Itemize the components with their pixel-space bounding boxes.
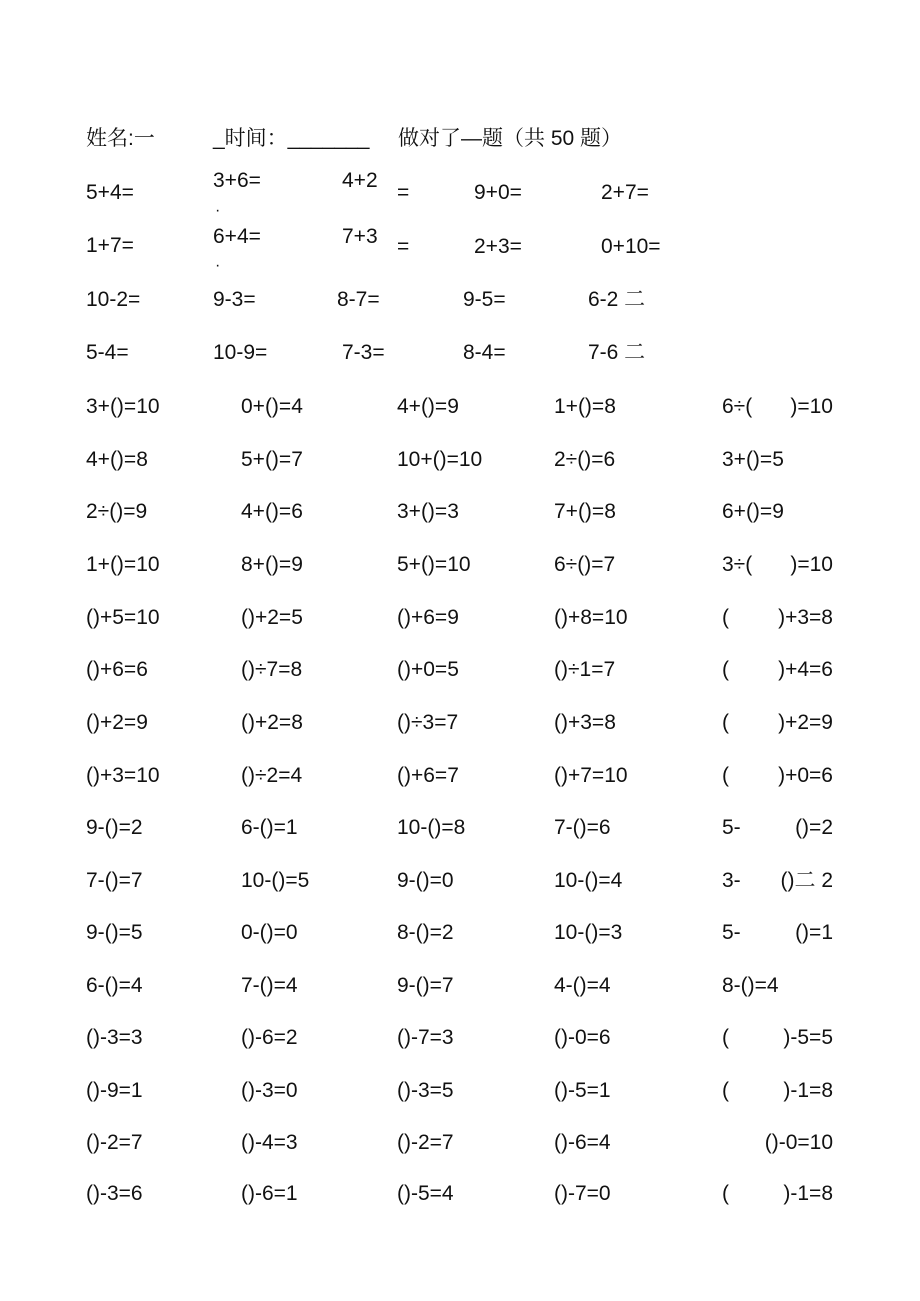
problem: 7-()=7 — [86, 869, 143, 892]
problem: 10-9= — [213, 341, 268, 364]
problem: ()-9=1 — [86, 1079, 143, 1102]
problem: ()+3=8 — [554, 711, 616, 734]
problem: 2+7= — [601, 181, 649, 204]
problem: 8-7= — [337, 288, 380, 311]
problem: 4+2 — [342, 169, 378, 192]
problem: ()+2=8 — [241, 711, 303, 734]
problem-part-left: ( — [722, 764, 729, 787]
problem: 6-2 二 — [588, 288, 646, 311]
problem: ()+0=5 — [397, 658, 459, 681]
problem-part-left: ( — [722, 1079, 729, 1102]
problem: ()-6=1 — [241, 1182, 298, 1205]
problem: ()-2=7 — [397, 1131, 454, 1154]
problem: ()-5=1 — [554, 1079, 611, 1102]
problem: 4+()=9 — [397, 395, 459, 418]
problem: ()+3=10 — [86, 764, 160, 787]
problem: 9+0= — [474, 181, 522, 204]
problem: 10+()=10 — [397, 448, 483, 471]
problem-part-left: 5- — [722, 816, 741, 839]
problem: 7-6 二 — [588, 341, 646, 364]
time-label: _时间：_______ — [213, 127, 370, 150]
problem: ()+2=9 — [86, 711, 148, 734]
problem: ()+6=6 — [86, 658, 148, 681]
problem: 1+7= — [86, 234, 134, 257]
problem: 5+4= — [86, 181, 134, 204]
problem: ()-3=5 — [397, 1079, 454, 1102]
problem: 7+3 — [342, 225, 378, 248]
dot-mark: · — [215, 257, 221, 274]
problem: 5-4= — [86, 341, 129, 364]
problem: ()+8=10 — [554, 606, 628, 629]
problem: ()-0=6 — [554, 1026, 611, 1049]
problem-part-left: 3- — [722, 869, 741, 892]
problem: 3+6= — [213, 169, 261, 192]
problem-part-right: ()二 2 — [780, 869, 833, 892]
problem: 4+()=6 — [241, 500, 303, 523]
problem: 6-()=4 — [86, 974, 143, 997]
problem: ()-6=4 — [554, 1131, 611, 1154]
problem: ()+7=10 — [554, 764, 628, 787]
problem: 6÷()=7 — [554, 553, 616, 576]
problem: 10-()=5 — [241, 869, 310, 892]
problem-equals: = — [397, 181, 410, 204]
problem: ()-3=0 — [241, 1079, 298, 1102]
problem: 9-()=5 — [86, 921, 143, 944]
dot-mark: · — [215, 202, 221, 219]
problem-part-left: ( — [722, 1182, 729, 1205]
problem: ()-3=3 — [86, 1026, 143, 1049]
score-label: 做对了—题（共 50 题） — [398, 127, 623, 150]
problem-part-right: ()-0=10 — [764, 1131, 833, 1154]
problem: ()-4=3 — [241, 1131, 298, 1154]
problem: 4+()=8 — [86, 448, 148, 471]
problem: 5+()=10 — [397, 553, 471, 576]
problem: 6-()=1 — [241, 816, 298, 839]
problem: 3+()=3 — [397, 500, 459, 523]
problem-part-left: 8-()=4 — [722, 974, 779, 997]
problem-part-right: ()=2 — [795, 816, 833, 839]
problem: 7+()=8 — [554, 500, 616, 523]
problem: 9-3= — [213, 288, 256, 311]
problem: 7-()=6 — [554, 816, 611, 839]
problem: ()-7=0 — [554, 1182, 611, 1205]
problem: 10-2= — [86, 288, 141, 311]
problem: 1+()=10 — [86, 553, 160, 576]
problem-part-left: 6+()=9 — [722, 500, 784, 523]
problem: 6+4= — [213, 225, 261, 248]
problem-part-right: )+4=6 — [778, 658, 833, 681]
problem: 0-()=0 — [241, 921, 298, 944]
problem-part-right: )=10 — [790, 553, 833, 576]
problem-part-right: )+0=6 — [778, 764, 833, 787]
problem: 10-()=8 — [397, 816, 466, 839]
problem: 2÷()=9 — [86, 500, 148, 523]
problem: 7-()=4 — [241, 974, 298, 997]
problem-part-right: )-1=8 — [783, 1182, 833, 1205]
problem: 10-()=4 — [554, 869, 623, 892]
problem-equals: = — [397, 235, 410, 258]
problem: 9-()=2 — [86, 816, 143, 839]
problem-part-left: ( — [722, 658, 729, 681]
problem-part-right: ()=1 — [795, 921, 833, 944]
problem: 9-5= — [463, 288, 506, 311]
problem: ()-6=2 — [241, 1026, 298, 1049]
problem-part-left: 5- — [722, 921, 741, 944]
problem: ()+6=7 — [397, 764, 459, 787]
problem: 9-()=0 — [397, 869, 454, 892]
problem: 3+()=10 — [86, 395, 160, 418]
problem: ()÷2=4 — [241, 764, 303, 787]
problem-part-right: )+3=8 — [778, 606, 833, 629]
problem: 4-()=4 — [554, 974, 611, 997]
problem: ()-3=6 — [86, 1182, 143, 1205]
problem: ()+5=10 — [86, 606, 160, 629]
problem-part-left: 6÷( — [722, 395, 753, 418]
problem-part-right: )-1=8 — [783, 1079, 833, 1102]
problem: ()+6=9 — [397, 606, 459, 629]
problem: ()÷1=7 — [554, 658, 616, 681]
problem: 8-4= — [463, 341, 506, 364]
problem-part-left: 3+()=5 — [722, 448, 784, 471]
problem-part-right: )-5=5 — [783, 1026, 833, 1049]
problem: 8-()=2 — [397, 921, 454, 944]
problem: ()-2=7 — [86, 1131, 143, 1154]
problem: 9-()=7 — [397, 974, 454, 997]
problem-part-left: 3÷( — [722, 553, 753, 576]
problem: 10-()=3 — [554, 921, 623, 944]
problem-part-left: ( — [722, 1026, 729, 1049]
problem-part-left: ( — [722, 606, 729, 629]
problem: 8+()=9 — [241, 553, 303, 576]
problem: 7-3= — [342, 341, 385, 364]
problem: ()-7=3 — [397, 1026, 454, 1049]
problem: 1+()=8 — [554, 395, 616, 418]
problem: 2+3= — [474, 235, 522, 258]
problem: 0+()=4 — [241, 395, 303, 418]
problem: ()+2=5 — [241, 606, 303, 629]
name-label: 姓名:一 — [86, 127, 155, 150]
problem-part-right: )+2=9 — [778, 711, 833, 734]
problem-part-left: ( — [722, 711, 729, 734]
problem: ()÷7=8 — [241, 658, 303, 681]
problem: 2÷()=6 — [554, 448, 616, 471]
problem: 5+()=7 — [241, 448, 303, 471]
problem: ()÷3=7 — [397, 711, 459, 734]
problem: 0+10= — [601, 235, 661, 258]
problem: ()-5=4 — [397, 1182, 454, 1205]
problem-part-right: )=10 — [790, 395, 833, 418]
